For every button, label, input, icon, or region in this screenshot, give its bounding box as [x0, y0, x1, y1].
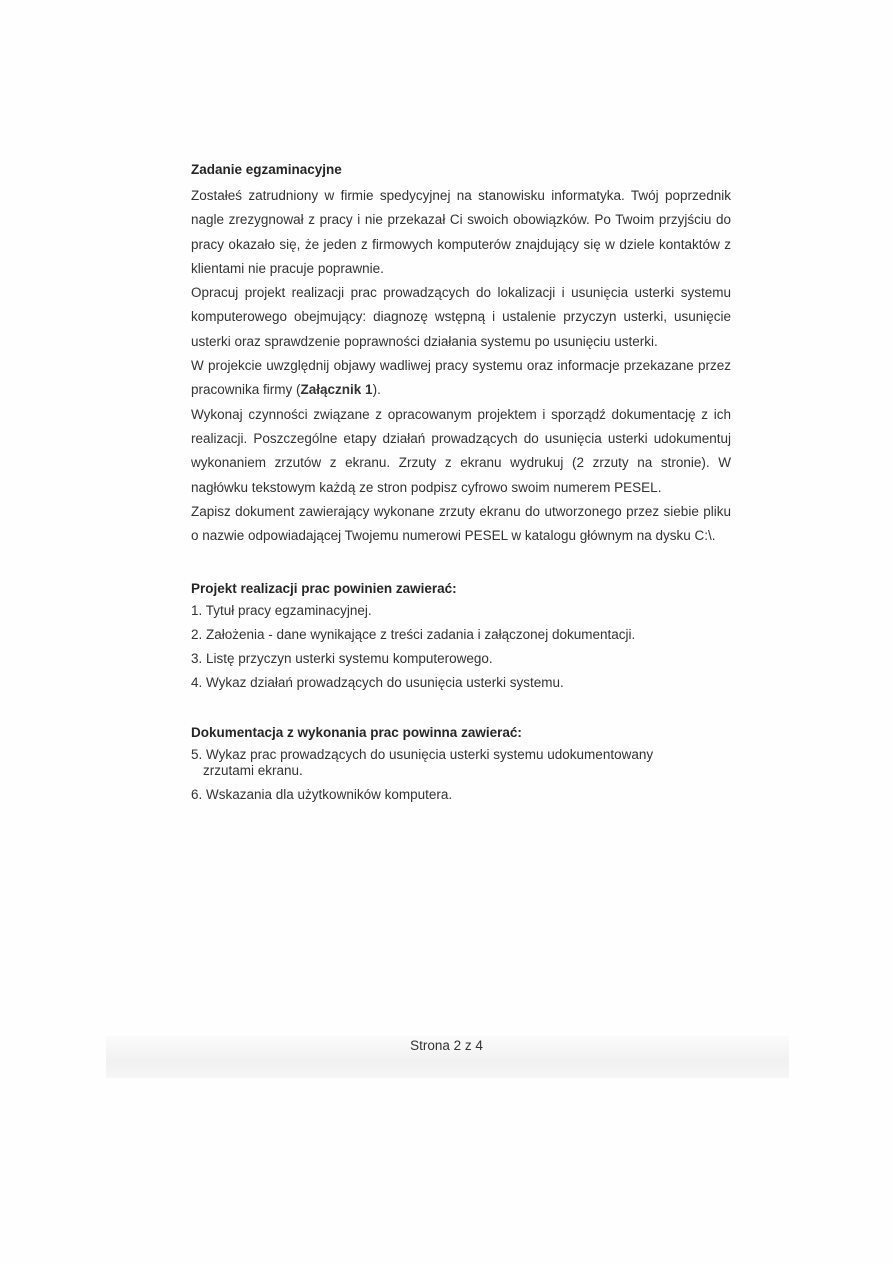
list-item: 3. Listę przyczyn usterki systemu komputerowego.	[191, 651, 493, 667]
attachment-reference: Załącznik 1	[300, 382, 373, 398]
section-title-project-contents: Projekt realizacji prac powinien zawierać:	[191, 581, 457, 597]
paragraph-documentation-instructions: Wykonaj czynności związane z opracowanym projektem i sporządź dokumentację z ich realizacji. Poszczególne etapy działań prowadzących do usunięcia usterki udokumentuj wykonaniem zrzutów z ekranu. Zrzuty z ekranu wydrukuj (2 zrzuty na stronie). W nagłówku tekstowym każdą ze stron podpisz cyfrowo swoim numerem PESEL.	[191, 406, 731, 495]
list-item	[191, 747, 731, 779]
section-title-documentation-contents: Dokumentacja z wykonania prac powinna zawierać:	[191, 725, 522, 741]
section-title-exam-task: Zadanie egzaminacyjne	[191, 162, 342, 177]
page-number: Strona 2 z 4	[410, 1038, 483, 1053]
list-item-line: 5. Wykaz prac prowadzących do usunięcia usterki systemu udokumentowany	[191, 747, 654, 763]
list-item: 1. Tytuł pracy egzaminacyjnej.	[191, 603, 372, 619]
project-contents-list	[191, 603, 731, 691]
paragraph-intro: Zostałeś zatrudniony w firmie spedycyjnej na stanowisku informatyka. Twój poprzednik nagle zrezygnował z pracy i nie przekazał Ci swoich obowiązków. Po Twoim przyjściu do pracy okazało się, że jeden z firmowych komputerów znajdujący się w dziele kontaktów z klientami nie pracuje poprawnie.	[191, 188, 731, 276]
paragraph-attachment-note	[191, 354, 731, 403]
list-item: 4. Wykaz działań prowadzących do usunięcia usterki systemu.	[191, 675, 564, 691]
document-content	[191, 160, 731, 811]
attachment-note-text-pre: W projekcie uwzględnij objawy wadliwej pracy systemu oraz informacje przekazane przez pracownika firmy (	[191, 358, 731, 398]
attachment-note-text-post: ).	[372, 382, 381, 398]
list-item: 6. Wskazania dla użytkowników komputera.	[191, 787, 453, 803]
spacer	[191, 699, 731, 723]
list-item-continuation: zrzutami ekranu.	[203, 763, 303, 779]
paragraph-project-instructions: Opracuj projekt realizacji prac prowadzących do lokalizacji i usunięcia usterki systemu komputerowego obejmujący: diagnozę wstępną i ustalenie przyczyn usterki, usunięcie usterki oraz sprawdzenie poprawności działania systemu po usunięciu usterki.	[191, 285, 731, 349]
paragraph-save-instructions: Zapisz dokument zawierający wykonane zrzuty ekranu do utworzonego przez siebie pliku o nazwie odpowiadającej Twojemu numerowi PESEL w katalogu głównym na dysku C:\.	[191, 503, 731, 544]
spacer	[191, 548, 731, 579]
list-item: 2. Założenia - dane wynikające z treści zadania i załączonej dokumentacji.	[191, 627, 636, 643]
documentation-contents-list	[191, 747, 731, 803]
